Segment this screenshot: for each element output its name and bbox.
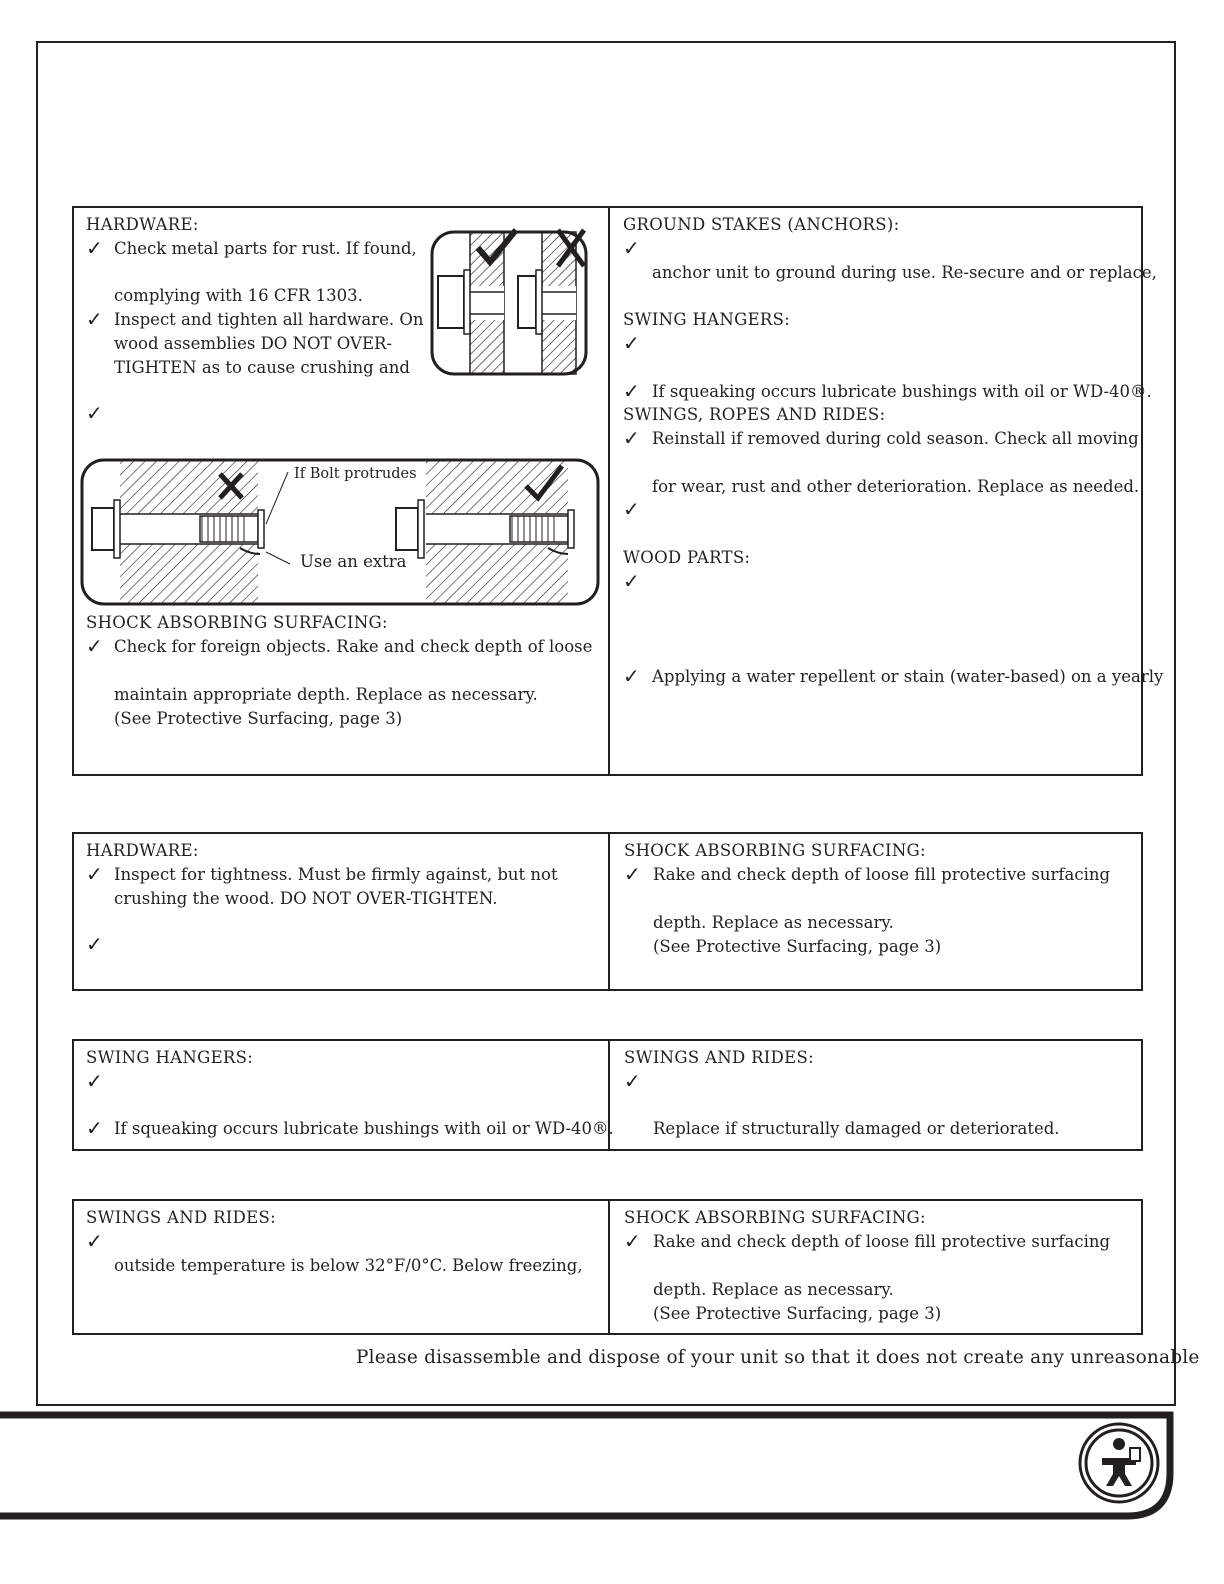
swings-rides-heading: SWINGS AND RIDES:	[624, 1048, 814, 1067]
check-mark: ✓	[623, 379, 640, 403]
safety-figure-icon	[1078, 1422, 1160, 1504]
check-mark: ✓	[86, 1069, 103, 1093]
wood-parts-heading: WOOD PARTS:	[623, 548, 751, 567]
hardware-item-rust-cont: complying with 16 CFR 1303.	[114, 286, 363, 305]
check-mark: ✓	[86, 634, 103, 658]
ground-stakes-heading: GROUND STAKES (ANCHORS):	[623, 215, 900, 234]
surfacing-item-cont-2: (See Protective Surfacing, page 3)	[653, 937, 942, 956]
swings-rides-heading: SWINGS AND RIDES:	[86, 1208, 276, 1227]
column-divider	[608, 1201, 610, 1333]
check-mark: ✓	[623, 426, 640, 450]
surfacing-item-cont-1: depth. Replace as necessary.	[653, 1280, 894, 1299]
swing-hangers-heading: SWING HANGERS:	[86, 1048, 254, 1067]
hardware-item-tighten-2: wood assemblies DO NOT OVER-	[114, 334, 392, 353]
check-mark: ✓	[624, 1069, 641, 1093]
check-mark: ✓	[86, 236, 103, 260]
footer-band	[0, 1408, 1224, 1528]
surfacing-item-cont-2: (See Protective Surfacing, page 3)	[114, 709, 403, 728]
ground-stakes-item-cont: anchor unit to ground during use. Re-secure and or replace,	[652, 263, 1157, 282]
check-mark: ✓	[623, 236, 640, 260]
surfacing-item: Rake and check depth of loose fill protective surfacing	[653, 1232, 1111, 1251]
periodic-checklist-box-1	[72, 832, 1143, 991]
hardware-heading: HARDWARE:	[86, 215, 199, 234]
hardware-item-rust: Check metal parts for rust. If found,	[114, 239, 417, 258]
check-mark: ✓	[623, 497, 640, 521]
hardware-item-tighten-1: Inspect and tighten all hardware. On	[114, 310, 424, 329]
surfacing-item: Check for foreign objects. Rake and check depth of loose	[114, 637, 593, 656]
surfacing-heading: SHOCK ABSORBING SURFACING:	[86, 613, 388, 632]
swing-hangers-item-lubricate: If squeaking occurs lubricate bushings with oil or WD-40®.	[652, 382, 1152, 401]
check-mark: ✓	[624, 1229, 641, 1253]
winter-checklist-box	[72, 1199, 1143, 1335]
check-mark: ✓	[86, 1116, 103, 1140]
hardware-item-tightness-1: Inspect for tightness. Must be firmly against, but not	[114, 865, 558, 884]
swings-rides-item-cont: outside temperature is below 32°F/0°C. Below freezing,	[114, 1256, 583, 1275]
hardware-item-tightness-2: crushing the wood. DO NOT OVER-TIGHTEN.	[114, 889, 498, 908]
extra-washer-label: Use an extra	[300, 552, 407, 571]
column-divider	[608, 834, 610, 989]
disposal-note: Please disassemble and dispose of your unit so that it does not create any unreasonable	[356, 1347, 1200, 1368]
bolt-protrudes-label: If Bolt protrudes	[294, 466, 417, 482]
annual-checklist-box	[72, 206, 1164, 776]
check-mark: ✓	[623, 331, 640, 355]
swing-hangers-item-lubricate: If squeaking occurs lubricate bushings with oil or WD-40®.	[114, 1119, 614, 1138]
surfacing-item-cont-1: maintain appropriate depth. Replace as necessary.	[114, 685, 538, 704]
swings-item-reinstall: Reinstall if removed during cold season. Check all moving	[652, 429, 1139, 448]
swings-item-reinstall-cont: for wear, rust and other deterioration. Replace as needed.	[652, 477, 1140, 496]
hardware-item-tighten-3: TIGHTEN as to cause crushing and	[114, 358, 410, 377]
hardware-heading: HARDWARE:	[86, 841, 199, 860]
check-mark: ✓	[624, 862, 641, 886]
surfacing-item: Rake and check depth of loose fill protective surfacing	[653, 865, 1111, 884]
check-mark: ✓	[623, 664, 640, 688]
check-mark: ✓	[86, 862, 103, 886]
surfacing-heading: SHOCK ABSORBING SURFACING:	[624, 841, 926, 860]
check-mark: ✓	[86, 401, 103, 425]
periodic-checklist-box-2	[72, 1039, 1143, 1151]
check-mark: ✓	[86, 307, 103, 331]
surfacing-item-cont-1: depth. Replace as necessary.	[653, 913, 894, 932]
surfacing-item-cont-2: (See Protective Surfacing, page 3)	[653, 1304, 942, 1323]
swings-rides-item-cont: Replace if structurally damaged or deteriorated.	[653, 1119, 1060, 1138]
swing-hangers-heading: SWING HANGERS:	[623, 310, 791, 329]
swings-ropes-rides-heading: SWINGS, ROPES AND RIDES:	[623, 405, 886, 424]
surfacing-heading: SHOCK ABSORBING SURFACING:	[624, 1208, 926, 1227]
wood-parts-item-repellent: Applying a water repellent or stain (water-based) on a yearly	[652, 667, 1164, 686]
bolt-tightness-illustration	[430, 226, 590, 378]
check-mark: ✓	[623, 569, 640, 593]
check-mark: ✓	[86, 1229, 103, 1253]
check-mark: ✓	[86, 932, 103, 956]
column-divider	[608, 208, 610, 774]
